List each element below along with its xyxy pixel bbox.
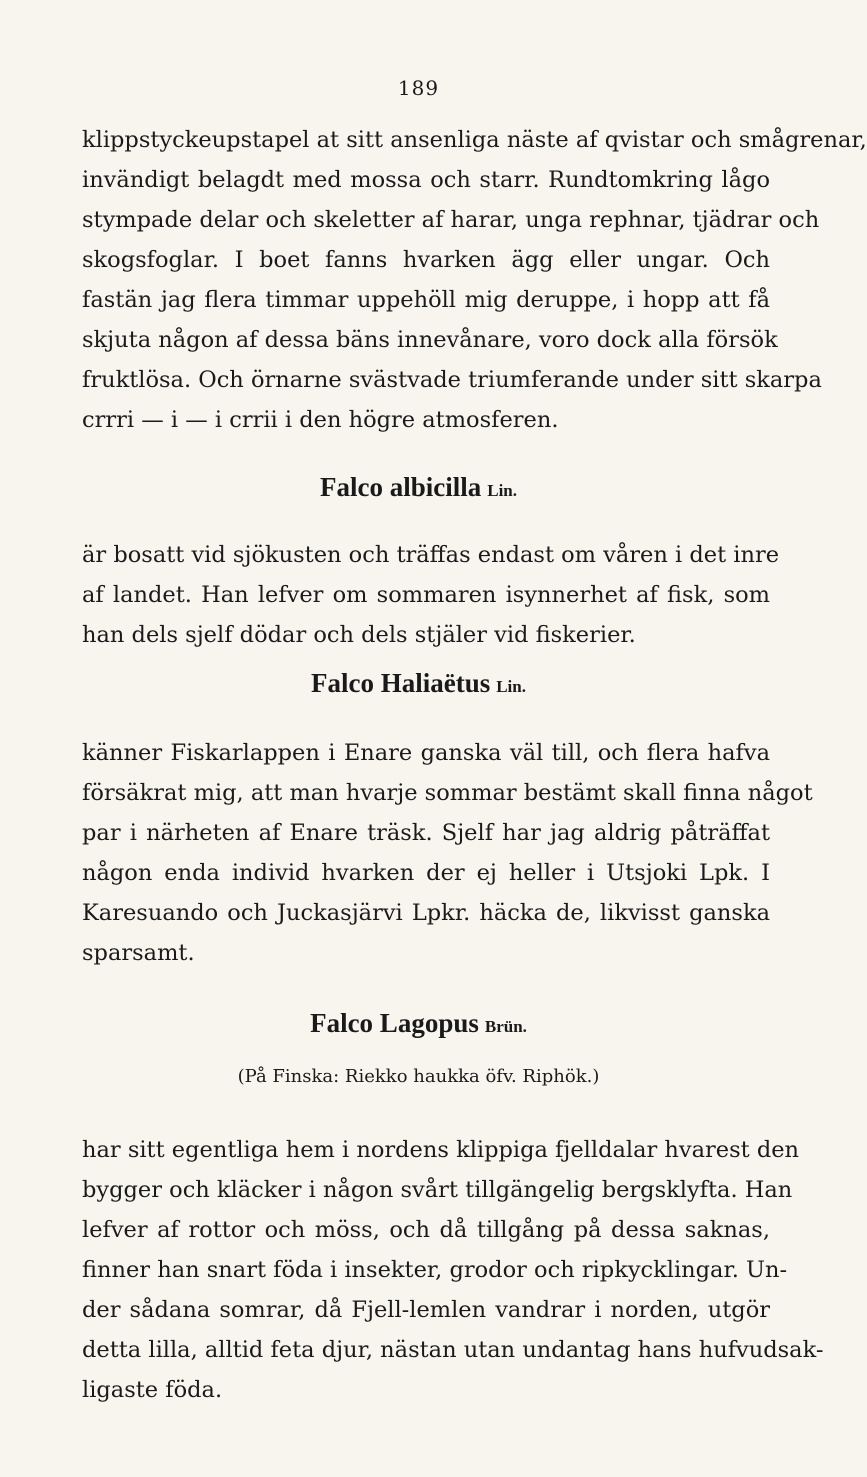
- text-line: någon enda individ hvarken der ej heller i Utsjoki Lpk. I: [82, 860, 770, 886]
- text-line: sparsamt.: [82, 940, 195, 966]
- text-line: lefver af rottor och möss, och då tillgång på dessa saknas,: [82, 1217, 770, 1243]
- paragraph-haliaetus: [82, 733, 813, 973]
- page-number: 189: [397, 76, 440, 100]
- paragraph-albicilla: [82, 535, 780, 655]
- text-line: har sitt egentliga hem i nordens klippiga fjelldalar hvarest den: [82, 1137, 800, 1163]
- finnish-name-note: (På Finska: Riekko haukka öfv. Riphök.): [237, 1066, 600, 1087]
- species-heading-lagopus: [0, 1008, 837, 1039]
- text-line: par i närheten af Enare träsk. Sjelf har jag aldrig påträffat: [82, 820, 770, 846]
- text-line: klippstyckeupstapel at sitt ansenliga näste af qvistar och smågrenar,: [82, 127, 867, 153]
- text-line: invändigt belagdt med mossa och starr. Rundtomkring lågo: [82, 167, 770, 193]
- species-name: Falco Lagopus: [310, 1008, 479, 1038]
- species-name: Falco albicilla: [319, 472, 482, 502]
- text-line: skjuta någon af dessa bäns innevånare, voro dock alla försök: [82, 327, 778, 353]
- species-author: Brün.: [484, 1017, 527, 1036]
- text-line: är bosatt vid sjökusten och träffas endast om våren i det inre: [82, 542, 780, 568]
- species-author: Lin.: [487, 481, 518, 500]
- text-line: crrri — i — i crrii i den högre atmosferen.: [82, 407, 559, 433]
- paragraph-nest-description: [82, 120, 867, 440]
- text-line: fastän jag flera timmar uppehöll mig deruppe, i hopp att få: [82, 287, 770, 313]
- text-line: af landet. Han lefver om sommaren isynnerhet af fisk, som: [82, 582, 770, 608]
- species-heading-albicilla: [0, 472, 837, 503]
- species-heading-haliaetus: [0, 668, 837, 699]
- text-line: detta lilla, alltid feta djur, nästan utan undantag hans hufvudsak-: [82, 1337, 824, 1363]
- species-author: Lin.: [496, 677, 526, 696]
- text-line: bygger och kläcker i någon svårt tillgängelig bergsklyfta. Han: [82, 1177, 793, 1203]
- text-line: finner han snart föda i insekter, grodor och ripkycklingar. Un-: [82, 1257, 788, 1283]
- text-line: ligaste föda.: [82, 1377, 223, 1403]
- text-line: fruktlösa. Och örnarne svästvade triumferande under sitt skarpa: [82, 367, 822, 393]
- species-name: Falco Haliaëtus: [310, 668, 491, 698]
- text-line: känner Fiskarlappen i Enare ganska väl till, och flera hafva: [82, 740, 770, 766]
- text-line: försäkrat mig, att man hvarje sommar bestämt skall finna något: [82, 780, 813, 806]
- text-line: Karesuando och Juckasjärvi Lpkr. häcka de, likvisst ganska: [82, 900, 770, 926]
- text-line: han dels sjelf dödar och dels stjäler vid fiskerier.: [82, 622, 636, 648]
- paragraph-lagopus: [82, 1130, 824, 1410]
- text-line: der sådana somrar, då Fjell-lemlen vandrar i norden, utgör: [82, 1297, 770, 1323]
- text-line: stympade delar och skeletter af harar, unga rephnar, tjädrar och: [82, 207, 820, 233]
- text-line: skogsfoglar. I boet fanns hvarken ägg eller ungar. Och: [82, 247, 770, 273]
